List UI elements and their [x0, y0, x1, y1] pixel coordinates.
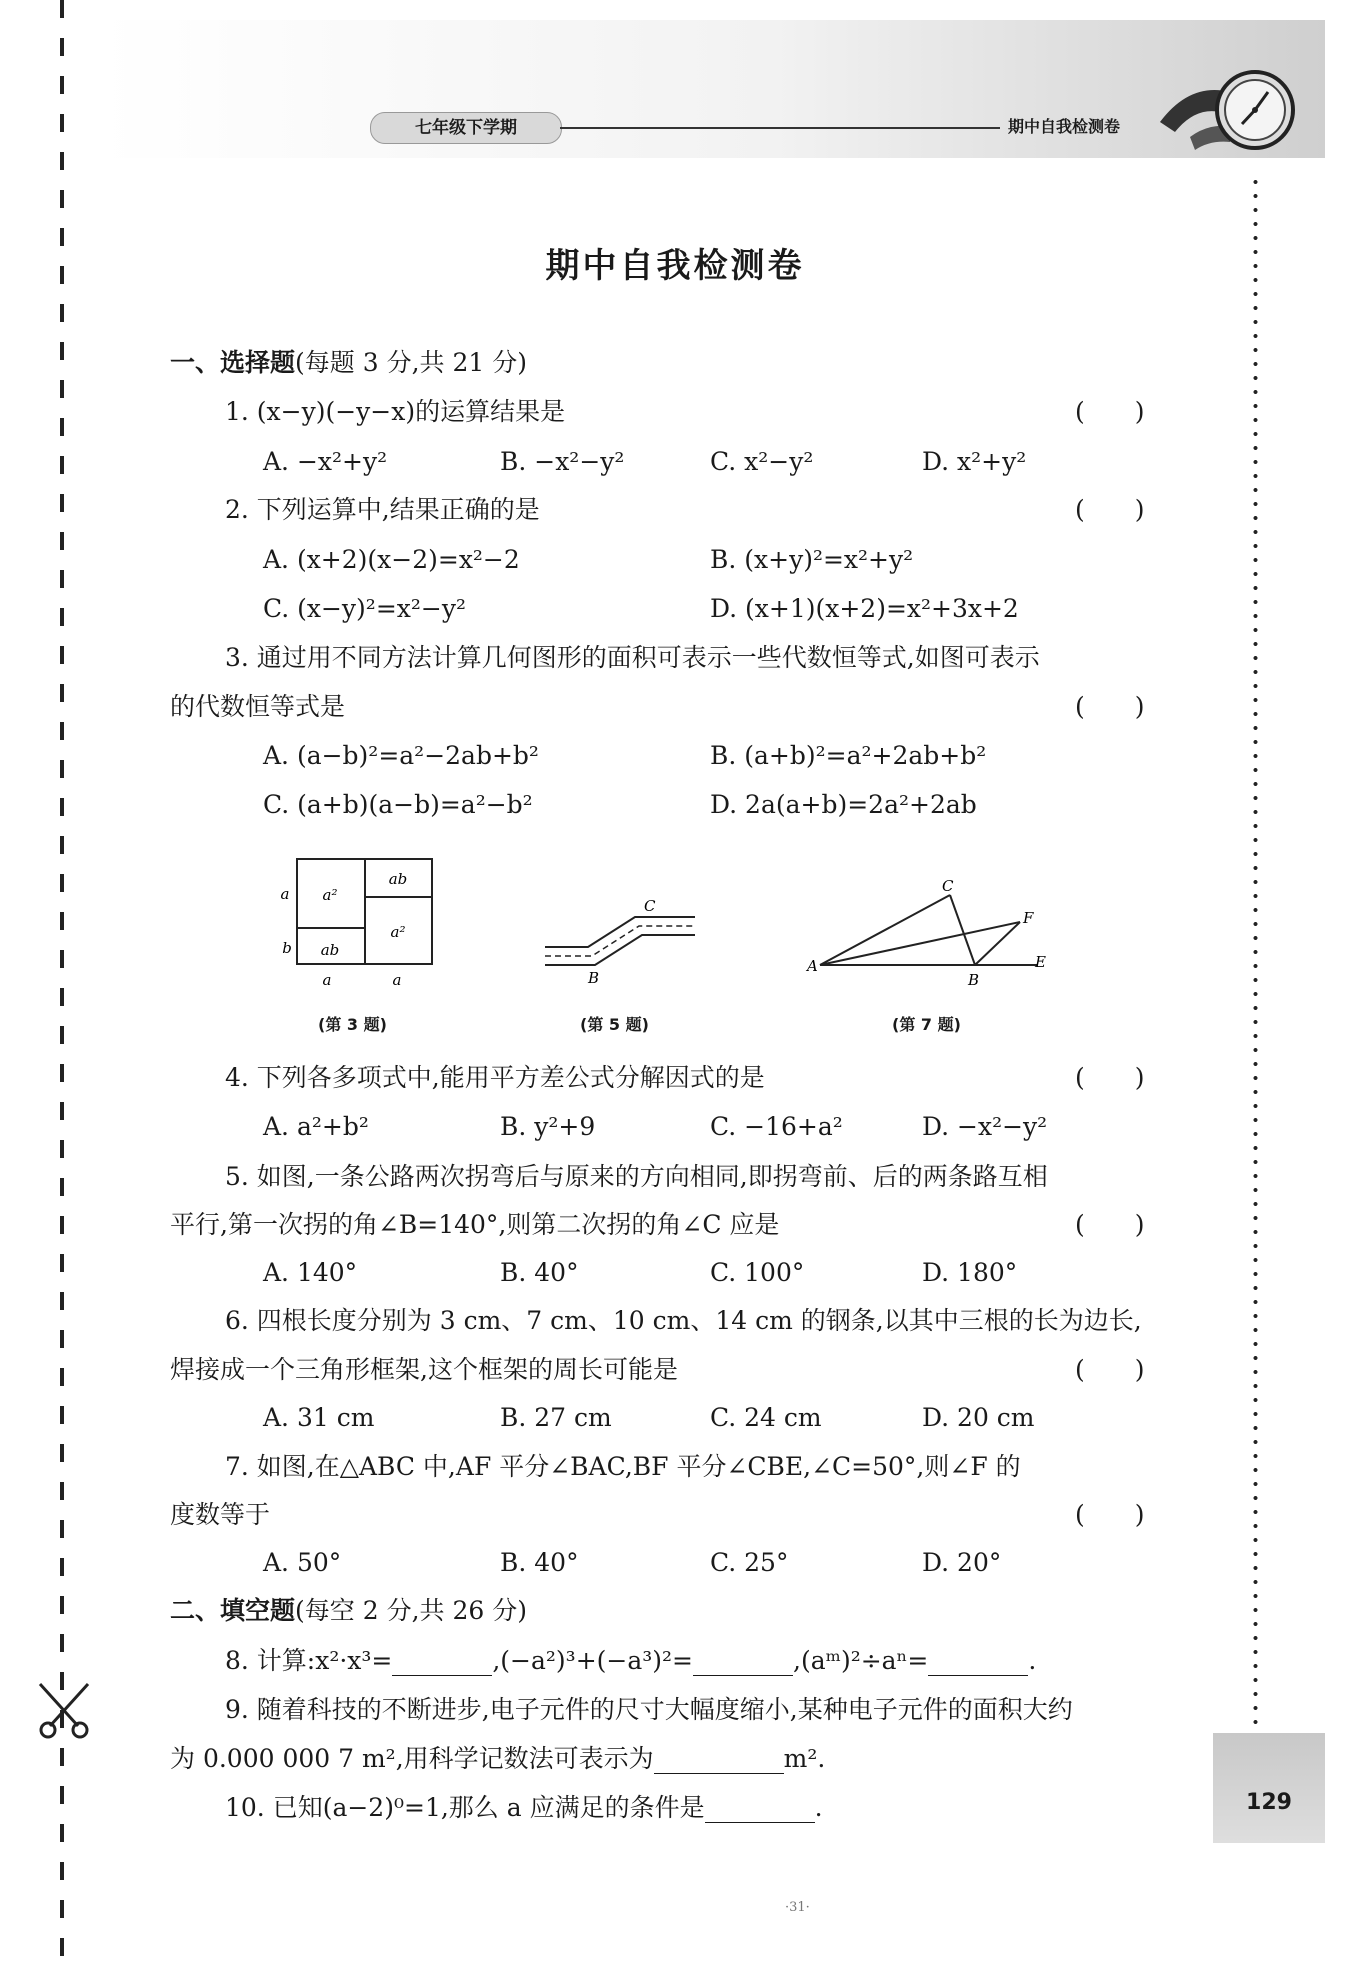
fig3-bottom-label-1: a [322, 971, 332, 989]
q1-option-d[interactable]: D. x²+y² [922, 447, 1027, 476]
perforation-dots [1253, 175, 1258, 1730]
q5-option-a[interactable]: A. 140° [263, 1258, 358, 1287]
q5-answer-paren[interactable]: ( ) [1075, 1210, 1145, 1239]
q2-answer-paren[interactable]: ( ) [1075, 495, 1145, 524]
q10-line [225, 1793, 823, 1823]
figure-3-diagram [275, 855, 445, 995]
fig3-cell-bottomright: a² [390, 923, 406, 941]
q1-answer-paren[interactable]: ( ) [1075, 397, 1145, 426]
fig7-label-b: B [968, 971, 980, 989]
q10-blank[interactable] [705, 1798, 815, 1823]
page-number-tab [1213, 1733, 1325, 1843]
q8-blank-1[interactable] [392, 1651, 492, 1676]
q6-stem-line2: 焊接成一个三角形框架,这个框架的周长可能是 [170, 1355, 678, 1384]
q2-option-d[interactable]: D. (x+1)(x+2)=x²+3x+2 [710, 594, 1019, 623]
cut-line [60, 0, 64, 1968]
page-title: 期中自我检测卷 [545, 246, 805, 286]
fig5-label-b: B [588, 969, 600, 985]
q1-option-c[interactable]: C. x²−y² [710, 447, 814, 476]
section2-note: (每空 2 分,共 26 分) [295, 1596, 527, 1625]
q9-part1: 为 0.000 000 7 m²,用科学记数法可表示为 [170, 1744, 654, 1773]
q7-stem-line2: 度数等于 [170, 1500, 271, 1529]
scissors-icon [34, 1680, 94, 1740]
page-number: 129 [1246, 1790, 1292, 1815]
q9-line1: 9. 随着科技的不断进步,电子元件的尺寸大幅度缩小,某种电子元件的面积大约 [225, 1695, 1073, 1724]
q5-stem-line2: 平行,第一次拐的角∠B=140°,则第二次拐的角∠C 应是 [170, 1210, 780, 1239]
q6-answer-paren[interactable]: ( ) [1075, 1355, 1145, 1384]
q7-option-a[interactable]: A. 50° [263, 1548, 342, 1577]
q3-option-b[interactable]: B. (a+b)²=a²+2ab+b² [710, 741, 987, 770]
q2-stem: 2. 下列运算中,结果正确的是 [225, 495, 540, 524]
q4-option-c[interactable]: C. −16+a² [710, 1112, 843, 1141]
q3-option-d[interactable]: D. 2a(a+b)=2a²+2ab [710, 790, 977, 819]
q3-stem-line1: 3. 通过用不同方法计算几何图形的面积可表示一些代数恒等式,如图可表示 [225, 643, 1040, 672]
q4-option-b[interactable]: B. y²+9 [500, 1112, 596, 1141]
grade-badge: 七年级下学期 [370, 112, 562, 144]
q9-blank[interactable] [654, 1749, 784, 1774]
q1-option-b[interactable]: B. −x²−y² [500, 447, 625, 476]
section1-heading: 一、选择题 [170, 348, 296, 377]
q2-option-a[interactable]: A. (x+2)(x−2)=x²−2 [263, 545, 520, 574]
q4-stem: 4. 下列各多项式中,能用平方差公式分解因式的是 [225, 1063, 765, 1092]
q6-option-c[interactable]: C. 24 cm [710, 1403, 822, 1432]
q2-option-c[interactable]: C. (x−y)²=x²−y² [263, 594, 466, 623]
q3-answer-paren[interactable]: ( ) [1075, 692, 1145, 721]
figure-7-diagram [805, 875, 1055, 990]
q9-part2: m². [783, 1744, 826, 1773]
section1-note: (每题 3 分,共 21 分) [295, 348, 527, 377]
q8-blank-2[interactable] [693, 1651, 793, 1676]
q5-stem-line1: 5. 如图,一条公路两次拐弯后与原来的方向相同,即拐弯前、后的两条路互相 [225, 1162, 1048, 1191]
fig7-label-e: E [1035, 953, 1046, 971]
fig5-label-c: C [644, 897, 656, 915]
q8-blank-3[interactable] [928, 1651, 1028, 1676]
q1-stem: 1. (x−y)(−y−x)的运算结果是 [225, 397, 566, 426]
q6-option-b[interactable]: B. 27 cm [500, 1403, 612, 1432]
figure-3-caption: (第 3 题) [318, 1015, 387, 1034]
header-section-label: 期中自我检测卷 [1008, 117, 1121, 136]
q5-option-d[interactable]: D. 180° [922, 1258, 1018, 1287]
fig3-side-label-a: a [280, 885, 290, 903]
q4-option-a[interactable]: A. a²+b² [263, 1112, 369, 1141]
section2-heading: 二、填空题 [170, 1596, 296, 1625]
q5-option-b[interactable]: B. 40° [500, 1258, 579, 1287]
q6-option-a[interactable]: A. 31 cm [263, 1403, 375, 1432]
footer-page-mark: ·31· [785, 1900, 810, 1915]
fig3-cell-topleft: a² [322, 886, 338, 904]
q1-option-a[interactable]: A. −x²+y² [263, 447, 388, 476]
header-rule [560, 127, 1000, 129]
q3-option-c[interactable]: C. (a+b)(a−b)=a²−b² [263, 790, 533, 819]
figure-5-caption: (第 5 题) [580, 1015, 649, 1034]
fig3-bottom-label-2: a [392, 971, 402, 989]
section2-header [170, 1596, 527, 1626]
section1-header [170, 348, 527, 378]
fig3-side-label-b: b [282, 939, 292, 957]
q6-stem-line1: 6. 四根长度分别为 3 cm、7 cm、10 cm、14 cm 的钢条,以其中三根的长为边长, [225, 1306, 1142, 1335]
fig3-cell-bottomleft: ab [320, 941, 340, 959]
q3-option-a[interactable]: A. (a−b)²=a²−2ab+b² [263, 741, 539, 770]
q3-stem-line2: 的代数恒等式是 [170, 692, 346, 721]
q5-option-c[interactable]: C. 100° [710, 1258, 805, 1287]
fig3-cell-topright: ab [388, 870, 408, 888]
header-band [100, 20, 1325, 158]
compass-runner-icon [1150, 62, 1300, 157]
q7-answer-paren[interactable]: ( ) [1075, 1500, 1145, 1529]
q10-end: . [814, 1793, 823, 1822]
q9-line2 [170, 1744, 825, 1774]
figure-7-caption: (第 7 题) [892, 1015, 961, 1034]
q7-option-c[interactable]: C. 25° [710, 1548, 789, 1577]
q7-stem-line1: 7. 如图,在△ABC 中,AF 平分∠BAC,BF 平分∠CBE,∠C=50°,则∠F 的 [225, 1452, 1021, 1481]
fig7-label-c: C [942, 877, 954, 895]
q8-end: . [1028, 1646, 1037, 1675]
q4-option-d[interactable]: D. −x²−y² [922, 1112, 1048, 1141]
q2-option-b[interactable]: B. (x+y)²=x²+y² [710, 545, 914, 574]
q10-part1: 10. 已知(a−2)⁰=1,那么 a 应满足的条件是 [225, 1793, 705, 1822]
fig7-label-a: A [807, 957, 818, 975]
q8-line [225, 1646, 1036, 1676]
figure-5-diagram [540, 895, 700, 985]
q8-part3: ,(aᵐ)²÷aⁿ= [793, 1646, 929, 1675]
q7-option-d[interactable]: D. 20° [922, 1548, 1002, 1577]
q6-option-d[interactable]: D. 20 cm [922, 1403, 1035, 1432]
q4-answer-paren[interactable]: ( ) [1075, 1063, 1145, 1092]
fig7-label-f: F [1023, 909, 1034, 927]
q8-part2: ,(−a²)³+(−a³)²= [492, 1646, 694, 1675]
q7-option-b[interactable]: B. 40° [500, 1548, 579, 1577]
q8-part1: 8. 计算:x²·x³= [225, 1646, 393, 1675]
